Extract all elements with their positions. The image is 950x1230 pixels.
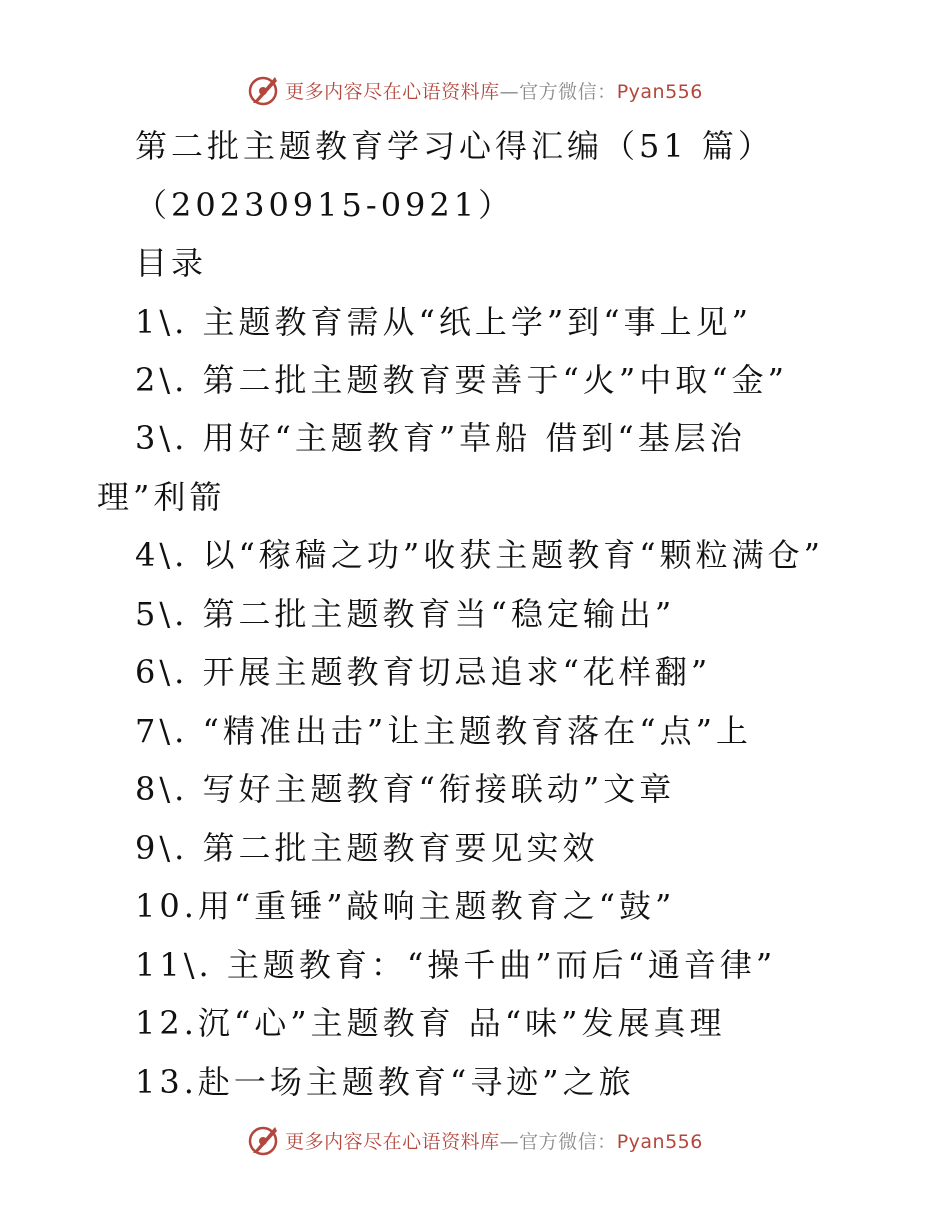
- toc-item: 6\. 开展主题教育切忌追求“花样翻”: [135, 653, 712, 691]
- quill-logo-icon: [247, 73, 281, 107]
- toc-item: 1\. 主题教育需从“纸上学”到“事上见”: [135, 303, 752, 341]
- toc-item: 4\. 以“稼穑之功”收获主题教育“颗粒满仓”: [135, 536, 824, 574]
- toc-item: 11\. 主题教育：“操千曲”而后“通音律”: [135, 946, 777, 984]
- toc-item: 5\. 第二批主题教育当“稳定输出”: [135, 595, 676, 633]
- toc-item: 12.沉“心”主题教育 品“味”发展真理: [135, 1004, 726, 1042]
- watermark-text: 更多内容尽在心语资料库—官方微信：Pyan556: [285, 80, 703, 103]
- toc-item: 9\. 第二批主题教育要见实效: [135, 829, 599, 867]
- toc-item: 8\. 写好主题教育“衔接联动”文章: [135, 770, 676, 808]
- document-title: 第二批主题教育学习心得汇编（51 篇）: [135, 127, 774, 165]
- toc-item: 13.赴一场主题教育“寻迹”之旅: [135, 1063, 635, 1101]
- toc-heading: 目录: [135, 244, 208, 282]
- toc-item: 10.用“重锤”敲响主题教育之“鼓”: [135, 887, 676, 925]
- toc-item: 2\. 第二批主题教育要善于“火”中取“金”: [135, 361, 788, 399]
- toc-item: 7\. “精准出击”让主题教育落在“点”上: [135, 712, 752, 750]
- toc-item-continuation: 理”利箭: [97, 478, 226, 516]
- watermark-text: 更多内容尽在心语资料库—官方微信：Pyan556: [285, 1130, 703, 1153]
- watermark-banner-top: [0, 70, 950, 110]
- watermark-banner-bottom: [0, 1120, 950, 1160]
- date-range: （20230915-0921）: [135, 186, 515, 224]
- quill-logo-icon: [247, 1123, 281, 1157]
- toc-item: 3\. 用好“主题教育”草船 借到“基层治: [135, 419, 746, 457]
